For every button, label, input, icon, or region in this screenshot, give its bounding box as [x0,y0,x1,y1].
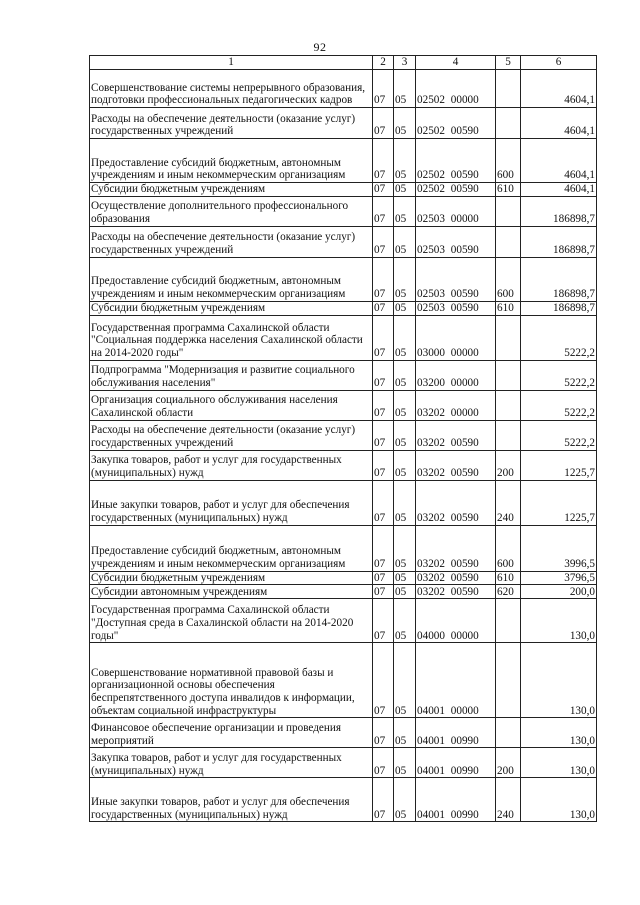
column-header-5: 5 [496,56,521,70]
amount: 4604,1 [521,183,597,197]
section-code: 07 [373,360,394,390]
section-code: 07 [373,183,394,197]
item-name: Закупка товаров, работ и услуг для государственных (муниципальных) нужд [90,748,373,778]
table-row [90,226,597,257]
table-row [90,571,597,585]
item-name: Субсидии бюджетным учреждениям [90,301,373,315]
target-article-code: 02503 00590 [416,226,496,257]
amount: 3996,5 [521,525,597,571]
amount: 3796,5 [521,571,597,585]
amount: 4604,1 [521,108,597,139]
subsection-code: 05 [394,525,416,571]
column-header-6: 6 [521,56,597,70]
table-row [90,450,597,480]
section-code: 07 [373,390,394,420]
subsection-code: 05 [394,108,416,139]
expense-type-code: 610 [496,571,521,585]
amount: 186898,7 [521,257,597,301]
item-name: Субсидии бюджетным учреждениям [90,183,373,197]
item-name: Расходы на обеспечение деятельности (оказание услуг) государственных учреждений [90,108,373,139]
subsection-code: 05 [394,748,416,778]
amount: 130,0 [521,748,597,778]
table-row [90,420,597,450]
expense-type-code: 200 [496,450,521,480]
table-row [90,257,597,301]
subsection-code: 05 [394,139,416,183]
expense-type-code: 620 [496,585,521,599]
item-name: Предоставление субсидий бюджетным, автономным учреждениям и иным некоммерческим организациям [90,139,373,183]
subsection-code: 05 [394,420,416,450]
amount: 130,0 [521,643,597,718]
section-code: 07 [373,778,394,822]
target-article-code: 03202 00590 [416,450,496,480]
table-row [90,108,597,139]
target-article-code: 04001 00000 [416,643,496,718]
column-header-2: 2 [373,56,394,70]
expense-type-code [496,599,521,643]
subsection-code: 05 [394,390,416,420]
target-article-code: 04001 00990 [416,718,496,748]
expense-type-code [496,360,521,390]
expense-type-code: 240 [496,480,521,525]
item-name: Субсидии автономным учреждениям [90,585,373,599]
column-header-4: 4 [416,56,496,70]
amount: 1225,7 [521,480,597,525]
amount: 5222,2 [521,360,597,390]
amount: 4604,1 [521,70,597,108]
item-name: Субсидии бюджетным учреждениям [90,571,373,585]
item-name: Совершенствование системы непрерывного образования, подготовки профессиональных педагогических кадров [90,70,373,108]
amount: 5222,2 [521,390,597,420]
target-article-code: 03202 00590 [416,571,496,585]
expense-type-code [496,196,521,226]
table-row [90,139,597,183]
target-article-code: 02502 00590 [416,183,496,197]
item-name: Государственная программа Сахалинской области "Доступная среда в Сахалинской области на 2014-2020 годы" [90,599,373,643]
section-code: 07 [373,257,394,301]
expense-type-code [496,643,521,718]
item-name: Закупка товаров, работ и услуг для государственных (муниципальных) нужд [90,450,373,480]
amount: 130,0 [521,599,597,643]
column-header-1: 1 [90,56,373,70]
expense-type-code: 200 [496,748,521,778]
item-name: Государственная программа Сахалинской области "Социальная поддержка населения Сахалинской области на 2014-2020 годы" [90,315,373,360]
table-row [90,778,597,822]
target-article-code: 03202 00590 [416,525,496,571]
subsection-code: 05 [394,718,416,748]
budget-table [89,55,597,822]
section-code: 07 [373,108,394,139]
target-article-code: 04001 00990 [416,748,496,778]
subsection-code: 05 [394,301,416,315]
section-code: 07 [373,196,394,226]
subsection-code: 05 [394,643,416,718]
table-row [90,748,597,778]
target-article-code: 02503 00590 [416,301,496,315]
target-article-code: 04001 00990 [416,778,496,822]
subsection-code: 05 [394,315,416,360]
column-header-3: 3 [394,56,416,70]
table-row [90,183,597,197]
expense-type-code: 600 [496,257,521,301]
expense-type-code: 600 [496,139,521,183]
item-name: Совершенствование нормативной правовой базы и организационной основы обеспечения беспрепятственного доступа инвалидов к информации, объектам социальной инфраструктуры [90,643,373,718]
amount: 186898,7 [521,196,597,226]
table-row [90,599,597,643]
target-article-code: 03200 00000 [416,360,496,390]
section-code: 07 [373,70,394,108]
subsection-code: 05 [394,450,416,480]
expense-type-code [496,70,521,108]
header-row [90,56,597,70]
item-name: Предоставление субсидий бюджетным, автономным учреждениям и иным некоммерческим организациям [90,525,373,571]
table-row [90,360,597,390]
target-article-code: 02503 00000 [416,196,496,226]
table-row [90,718,597,748]
target-article-code: 02503 00590 [416,257,496,301]
expense-type-code [496,420,521,450]
subsection-code: 05 [394,571,416,585]
table-row [90,315,597,360]
target-article-code: 02502 00590 [416,139,496,183]
item-name: Расходы на обеспечение деятельности (оказание услуг) государственных учреждений [90,420,373,450]
expense-type-code [496,718,521,748]
subsection-code: 05 [394,226,416,257]
target-article-code: 03202 00590 [416,585,496,599]
expense-type-code [496,390,521,420]
target-article-code: 03000 00000 [416,315,496,360]
target-article-code: 04000 00000 [416,599,496,643]
target-article-code: 03202 00000 [416,390,496,420]
subsection-code: 05 [394,183,416,197]
expense-type-code [496,315,521,360]
section-code: 07 [373,585,394,599]
amount: 4604,1 [521,139,597,183]
section-code: 07 [373,450,394,480]
table-row [90,480,597,525]
target-article-code: 02502 00000 [416,70,496,108]
section-code: 07 [373,420,394,450]
table-row [90,301,597,315]
subsection-code: 05 [394,585,416,599]
section-code: 07 [373,315,394,360]
subsection-code: 05 [394,778,416,822]
amount: 5222,2 [521,315,597,360]
amount: 130,0 [521,718,597,748]
section-code: 07 [373,643,394,718]
item-name: Иные закупки товаров, работ и услуг для обеспечения государственных (муниципальных) нужд [90,778,373,822]
expense-type-code: 600 [496,525,521,571]
item-name: Организация социального обслуживания населения Сахалинской области [90,390,373,420]
table-row [90,390,597,420]
table-row [90,643,597,718]
section-code: 07 [373,718,394,748]
section-code: 07 [373,301,394,315]
target-article-code: 03202 00590 [416,420,496,450]
subsection-code: 05 [394,360,416,390]
target-article-code: 02502 00590 [416,108,496,139]
table-row [90,70,597,108]
expense-type-code [496,108,521,139]
expense-type-code: 610 [496,183,521,197]
amount: 200,0 [521,585,597,599]
section-code: 07 [373,480,394,525]
subsection-code: 05 [394,257,416,301]
expense-type-code: 610 [496,301,521,315]
amount: 5222,2 [521,420,597,450]
table-row [90,525,597,571]
amount: 186898,7 [521,226,597,257]
subsection-code: 05 [394,599,416,643]
amount: 130,0 [521,778,597,822]
item-name: Расходы на обеспечение деятельности (оказание услуг) государственных учреждений [90,226,373,257]
subsection-code: 05 [394,70,416,108]
amount: 186898,7 [521,301,597,315]
table-row [90,585,597,599]
item-name: Иные закупки товаров, работ и услуг для обеспечения государственных (муниципальных) нужд [90,480,373,525]
section-code: 07 [373,748,394,778]
expense-type-code: 240 [496,778,521,822]
item-name: Предоставление субсидий бюджетным, автономным учреждениям и иным некоммерческим организациям [90,257,373,301]
target-article-code: 03202 00590 [416,480,496,525]
page-number: 92 [313,40,327,54]
section-code: 07 [373,226,394,257]
subsection-code: 05 [394,196,416,226]
section-code: 07 [373,525,394,571]
expense-type-code [496,226,521,257]
section-code: 07 [373,599,394,643]
section-code: 07 [373,571,394,585]
table-row [90,196,597,226]
section-code: 07 [373,139,394,183]
amount: 1225,7 [521,450,597,480]
subsection-code: 05 [394,480,416,525]
item-name: Финансовое обеспечение организации и проведения мероприятий [90,718,373,748]
item-name: Осуществление дополнительного профессионального образования [90,196,373,226]
item-name: Подпрограмма "Модернизация и развитие социального обслуживания населения" [90,360,373,390]
